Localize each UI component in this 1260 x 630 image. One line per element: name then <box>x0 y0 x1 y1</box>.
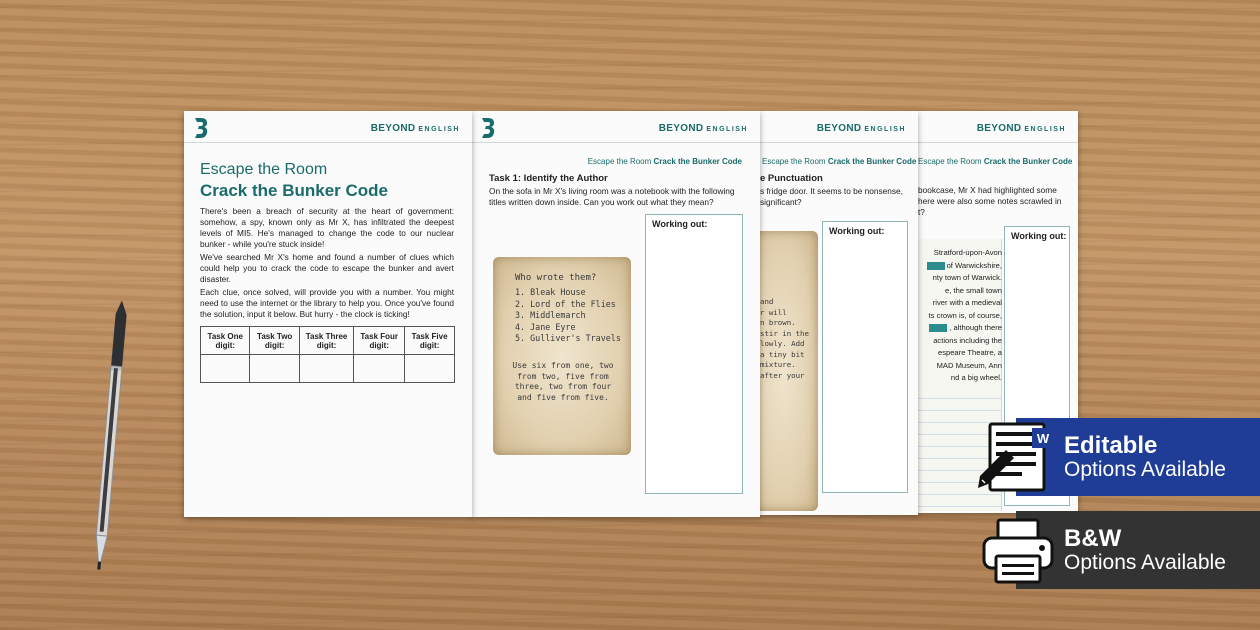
breadcrumb: Escape the Room Crack the Bunker Code <box>918 157 1073 166</box>
badge-subtitle: Options Available <box>1064 458 1226 481</box>
note-line: a tiny bit <box>760 349 805 359</box>
intro-paragraph-3: Each clue, once solved, will provide you with a number. You might need to use the internet or the library to help you. Once you've found the solution, input it below. But hurry - the clock is ticking! <box>200 287 454 319</box>
task-digits-table <box>200 326 455 383</box>
intro-paragraph-2: We've searched Mr X's home and found a number of clues which could help you to crack the code to escape the bunker and avert disaster. <box>200 252 454 284</box>
brand-logo-text: BEYOND ENGLISH <box>816 123 906 134</box>
working-out-label: Working out: <box>1011 231 1067 241</box>
worksheet-page-2 <box>470 111 760 517</box>
note-line: and <box>760 297 774 306</box>
text-line-content: MAD Museum, Ann <box>936 360 1002 370</box>
page-header <box>916 111 1078 143</box>
badge-subtitle: Options Available <box>1064 551 1226 574</box>
torn-paper-note <box>758 231 818 511</box>
highlight-mark <box>929 324 947 332</box>
page-title: Crack the Bunker Code <box>200 181 388 200</box>
svg-text:W: W <box>1036 431 1050 446</box>
worksheet-page-3 <box>758 111 918 515</box>
breadcrumb: Escape the Room Crack the Bunker Code <box>587 157 742 166</box>
text-line <box>918 360 1002 373</box>
note-line: lowly. Add <box>760 339 805 348</box>
working-out-label: Working out: <box>652 219 708 229</box>
text-line-content: of Warwickshire, <box>946 260 1002 270</box>
worksheet-page-1 <box>184 111 472 517</box>
book-title: 4. Jane Eyre <box>515 321 576 332</box>
text-line <box>918 322 1002 335</box>
table-header-cell: Task One digit: <box>201 327 250 355</box>
badge-title: Editable <box>1064 432 1158 459</box>
table-header-cell: Task Three digit: <box>299 327 353 355</box>
digit-input-cell[interactable] <box>405 355 455 383</box>
note-line: mixture. <box>760 360 796 369</box>
task-intro: s fridge door. It seems to be nonsense, significant? <box>760 186 903 207</box>
text-line-content: actions including the <box>933 335 1002 345</box>
table-header-cell: Task Four digit: <box>354 327 405 355</box>
page-header <box>758 111 918 143</box>
table-header-cell: Task Two digit: <box>250 327 299 355</box>
text-line <box>918 272 1002 285</box>
text-line <box>918 372 1002 385</box>
beyond-logo-icon <box>479 117 495 139</box>
text-line <box>918 310 1002 323</box>
text-line-content: e, the small town <box>945 285 1002 295</box>
book-title: 1. Bleak House <box>515 287 586 297</box>
text-line-content: , although there <box>949 323 1002 332</box>
page-header <box>471 111 760 143</box>
brand-logo-text: BEYOND ENGLISH <box>658 123 748 134</box>
text-line-content: nd a big wheel. <box>950 373 1002 382</box>
note-line: stir in the <box>760 328 809 338</box>
page-header <box>184 111 472 143</box>
digit-input-cell[interactable] <box>299 355 353 383</box>
breadcrumb: Escape the Room Crack the Bunker Code <box>762 157 917 166</box>
brand-logo-text: BEYOND ENGLISH <box>976 123 1066 134</box>
task-intro: On the sofa in Mr X's living room was a notebook with the following titles written down inside. Can you work out what they mean? <box>489 186 735 207</box>
digit-input-cell[interactable] <box>250 355 299 383</box>
text-line-content: espeare Theatre, a <box>937 348 1002 357</box>
digit-input-cell[interactable] <box>354 355 405 383</box>
working-out-box <box>645 214 743 494</box>
working-out-label: Working out: <box>829 226 885 236</box>
printer-icon <box>980 516 1056 586</box>
parchment-scroll <box>493 257 631 455</box>
text-line <box>918 260 1002 273</box>
badge-title: B&W <box>1064 525 1122 552</box>
note-line: r will <box>760 307 787 317</box>
pen-image <box>80 296 140 576</box>
task-title: Task 1: Identify the Author <box>489 173 608 184</box>
text-line-content: ts crown is, of course, <box>928 310 1002 320</box>
working-out-box <box>822 221 908 493</box>
book-title: 3. Middlemarch <box>515 310 586 320</box>
intro-paragraph-1: There's been a breach of security at the heart of government: somehow, a spy, known only as Mr X, has infiltrated the deepest levels of MI5. He's managed to change the code to our nuclear bunker - while you're stuck inside! <box>200 206 454 249</box>
scroll-note: Use six from one, two from two, five from three, two from four and five from five. <box>512 361 614 402</box>
text-line <box>918 347 1002 360</box>
book-title: 2. Lord of the Flies <box>515 298 616 309</box>
text-line <box>918 335 1002 348</box>
highlight-mark <box>927 262 945 270</box>
text-line <box>918 247 1002 260</box>
text-line <box>918 297 1002 310</box>
word-document-icon <box>976 418 1060 498</box>
note-line: after your <box>760 370 805 380</box>
text-line <box>918 285 1002 298</box>
book-title: 5. Gulliver's Travels <box>515 333 621 343</box>
text-line-content: Stratford-upon-Avon <box>933 248 1002 257</box>
task-title: e Punctuation <box>760 173 823 184</box>
digit-input-cell[interactable] <box>201 355 250 383</box>
text-line-content: river with a medieval <box>932 298 1002 307</box>
page-intro: bookcase, Mr X had highlighted some here were also some notes scrawled in t? <box>918 185 1062 217</box>
brand-logo-text: BEYOND ENGLISH <box>370 123 460 134</box>
scroll-heading: Who wrote them? <box>515 273 597 283</box>
note-line: n brown. <box>760 318 796 327</box>
beyond-logo-icon <box>192 117 208 139</box>
book-list <box>515 287 627 345</box>
table-header-cell: Task Five digit: <box>405 327 455 355</box>
page-heading: Escape the Room <box>200 161 328 178</box>
text-line-content: nty town of Warwick. <box>932 273 1002 282</box>
